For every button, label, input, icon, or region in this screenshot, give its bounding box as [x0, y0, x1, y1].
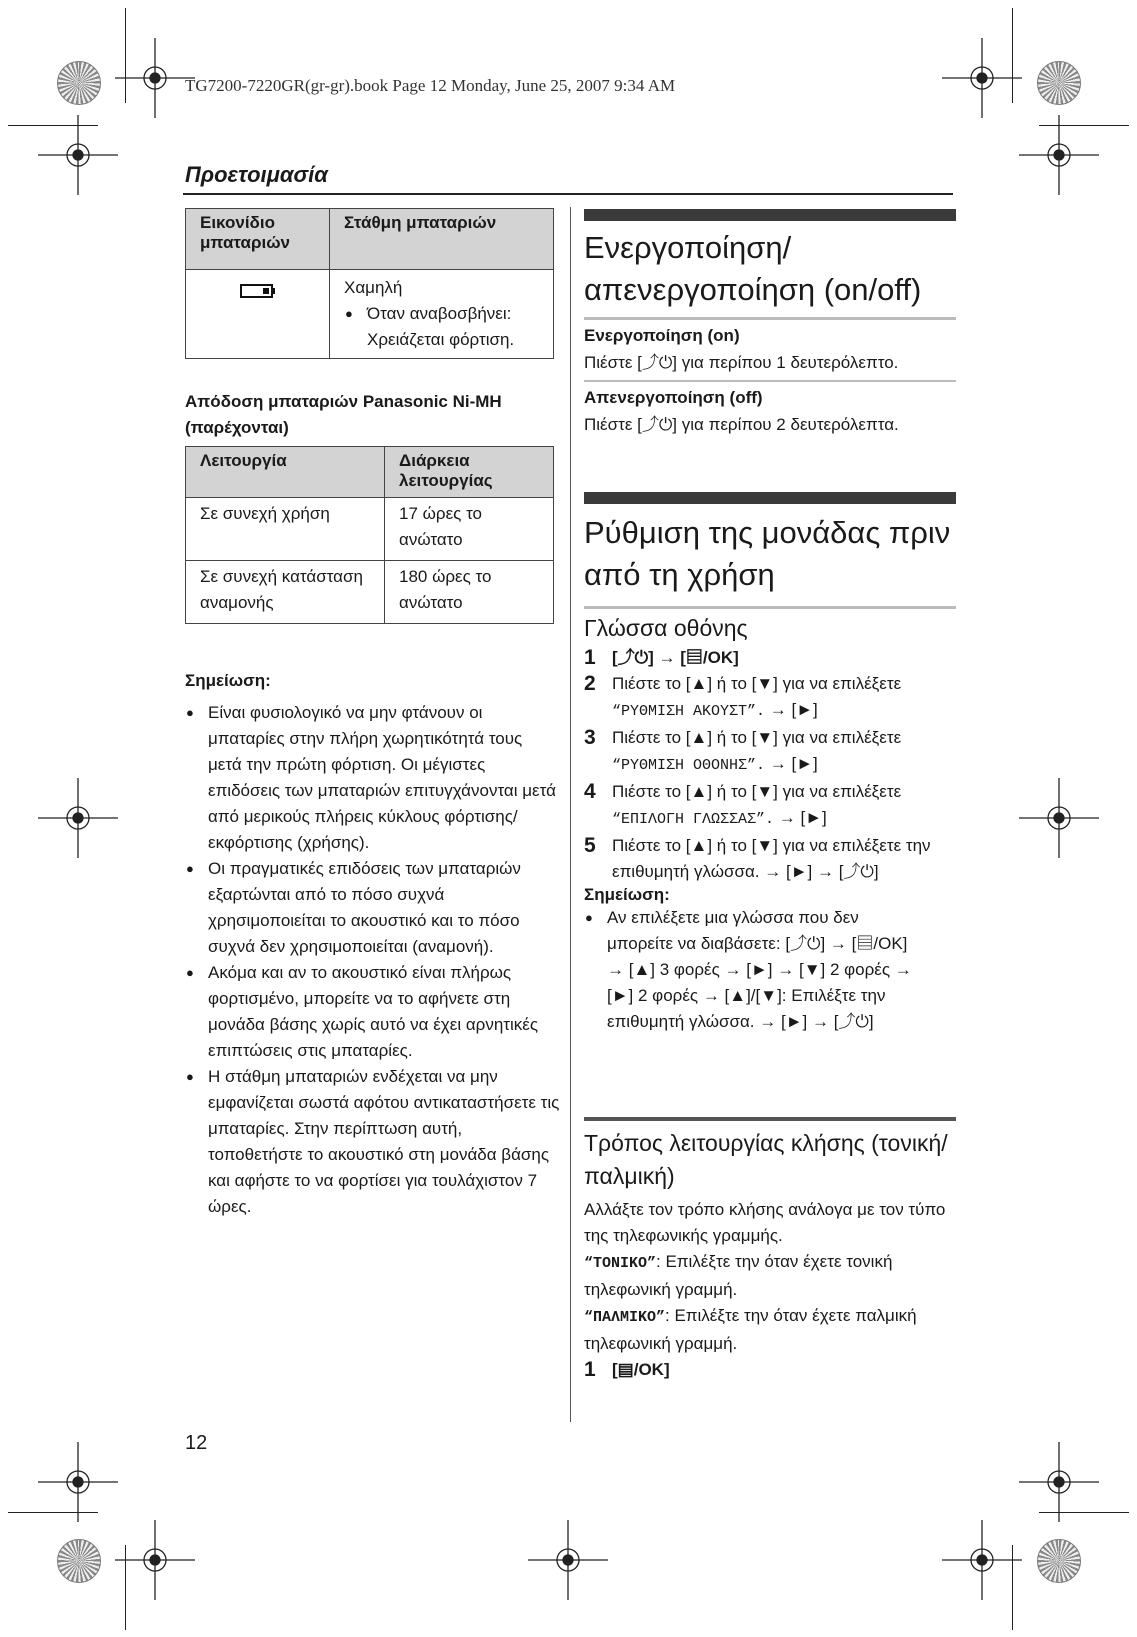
table-header: Διάρκεια λειτουργίας: [385, 447, 554, 498]
performance-title: Απόδοση μπαταριών Panasonic Ni-MH (παρέχονται): [185, 392, 502, 437]
battery-bullet: ● Όταν αναβοσβήνει: Χρειάζεται φόρτιση.: [344, 301, 519, 353]
note-bullet: ● Είναι φυσιολογικό να μην φτάνουν οι μπαταρίες στην πλήρη χωρητικότητά τους μετά την πρώτη φόρτιση. Οι μέγιστες επιδόσεις των μπαταριών επιτυγχάνονται μετά από μερικούς πλήρεις κύκλους φόρτισης/εκφόρτισης (χρήσης).: [185, 700, 560, 856]
divider: [584, 380, 956, 382]
battery-level-text: Χαμηλή: [344, 278, 403, 297]
setup-note-bullet: ● Αν επιλέξετε μια γλώσσα που δεν μπορείτε να διαβάσετε: [⤴⏻] → [▤/OK] → [▲] 3 φορές → [►] → [▼] 2 φορές → [►] 2 φορές → [▲]/[▼]: Επιλέξτε την επιθυμητή γλώσσα. → [►] → [⤴⏻]: [584, 905, 929, 1035]
step-row: 5 Πιέστε το [▲] ή το [▼] για να επιλέξετε την επιθυμητή γλώσσα. → [►] → [⤴⏻]: [584, 834, 931, 881]
language-steps: [584, 645, 956, 885]
battery-low-icon: [239, 282, 277, 300]
note-title: Σημείωση:: [185, 671, 271, 690]
table-header: Εικονίδιο μπαταριών: [186, 209, 330, 270]
section-bar: [584, 492, 956, 504]
step-row: 1 [⤴⏻] → [▤/OK]: [584, 646, 739, 669]
color-wheel-icon: [57, 1539, 101, 1583]
table-header: Λειτουργία: [186, 447, 385, 498]
table-row: [186, 498, 554, 561]
power-section: [584, 209, 956, 438]
power-on-title: Ενεργοποίηση (on): [584, 326, 740, 345]
divider: [584, 317, 956, 320]
section-title: Προετοιμασία: [185, 162, 328, 187]
power-off-text: Πιέστε [⤴⏻] για περίπου 2 δευτερόλεπτα.: [584, 415, 899, 434]
step-row: 2 Πιέστε το [▲] ή το [▼] για να επιλέξετε “ΡΥΘΜΙΣΗ ΑΚΟΥΣΤ”. → [►]: [584, 672, 902, 720]
book-header: TG7200-7220GR(gr-gr).book Page 12 Monday, June 25, 2007 9:34 AM: [185, 76, 676, 95]
page-number: 12: [185, 1432, 208, 1454]
divider: [584, 606, 956, 609]
battery-performance-table: [185, 446, 554, 624]
step-row: 1 [▤/OK]: [584, 1358, 670, 1381]
table-cell: Σε συνεχή χρήση: [186, 498, 385, 561]
table-row: [186, 561, 554, 624]
header-rule: [183, 193, 953, 195]
left-note: [185, 668, 560, 1220]
table-cell: Σε συνεχή κατάσταση αναμονής: [186, 561, 385, 624]
tone-option: “ΤΟΝΙΚΟ”: Επιλέξτε την όταν έχετε τονική τηλεφωνική γραμμή.: [584, 1252, 893, 1299]
color-wheel-icon: [57, 61, 101, 105]
section-bar: [584, 209, 956, 221]
note-bullet: ● Η στάθμη μπαταριών ενδέχεται να μην εμφανίζεται σωστά αφότου αντικαταστήσετε τις μπαταρίες. Στην περίπτωση αυτή, τοποθετήστε το ακουστικό στη μονάδα βάσης και αφήστε το να φορτίσει για τουλάχιστον 7 ώρες.: [185, 1064, 560, 1220]
step-row: 4 Πιέστε το [▲] ή το [▼] για να επιλέξετε “ΕΠΙΛΟΓΗ ΓΛΩΣΣΑΣ”. → [►]: [584, 780, 902, 828]
divider: [584, 1117, 956, 1121]
step-row: 3 Πιέστε το [▲] ή το [▼] για να επιλέξετε “ΡΥΘΜΙΣΗ ΟΘΟΝΗΣ”. → [►]: [584, 726, 902, 774]
color-wheel-icon: [1037, 1539, 1081, 1583]
table-header: Στάθμη μπαταριών: [330, 209, 554, 270]
language-title: Γλώσσα οθόνης: [584, 615, 748, 641]
setup-note-title: Σημείωση:: [584, 885, 670, 904]
dial-steps: [584, 1357, 956, 1383]
pulse-option: “ΠΑΛΜΙΚΟ”: Επιλέξτε την όταν έχετε παλμική τηλεφωνική γραμμή.: [584, 1306, 917, 1353]
dial-intro: Αλλάξτε τον τρόπο κλήσης ανάλογα με τον τύπο της τηλεφωνικής γραμμής.: [584, 1200, 946, 1245]
setup-title: Ρύθμιση της μονάδας πριν από τη χρήση: [584, 515, 951, 592]
setup-section: [584, 492, 956, 1035]
dial-title: Τρόπος λειτουργίας κλήσης (τονική/παλμική): [584, 1130, 948, 1189]
power-off-title: Απενεργοποίηση (off): [584, 388, 763, 407]
power-on-text: Πιέστε [⤴⏻] για περίπου 1 δευτερόλεπτο.: [584, 353, 899, 372]
table-cell: 17 ώρες το ανώτατο: [385, 498, 554, 561]
column-divider: [570, 207, 571, 1422]
note-bullet: ● Οι πραγματικές επιδόσεις των μπαταριών εξαρτώνται από το πόσο συχνά χρησιμοποιείται το ακουστικό και το πόσο συχνά δεν χρησιμοποιείται (αναμονή).: [185, 856, 560, 960]
battery-icon-table: [185, 208, 554, 359]
dial-section: [584, 1117, 956, 1383]
power-title: Ενεργοποίηση/απενεργοποίηση (on/off): [584, 230, 922, 307]
table-cell: 180 ώρες το ανώτατο: [385, 561, 554, 624]
color-wheel-icon: [1037, 61, 1081, 105]
note-bullet: ● Ακόμα και αν το ακουστικό είναι πλήρως φορτισμένο, μπορείτε να το αφήνετε στη μονάδα βάσης χωρίς αυτό να έχει αρνητικές επιπτώσεις στις μπαταρίες.: [185, 960, 560, 1064]
